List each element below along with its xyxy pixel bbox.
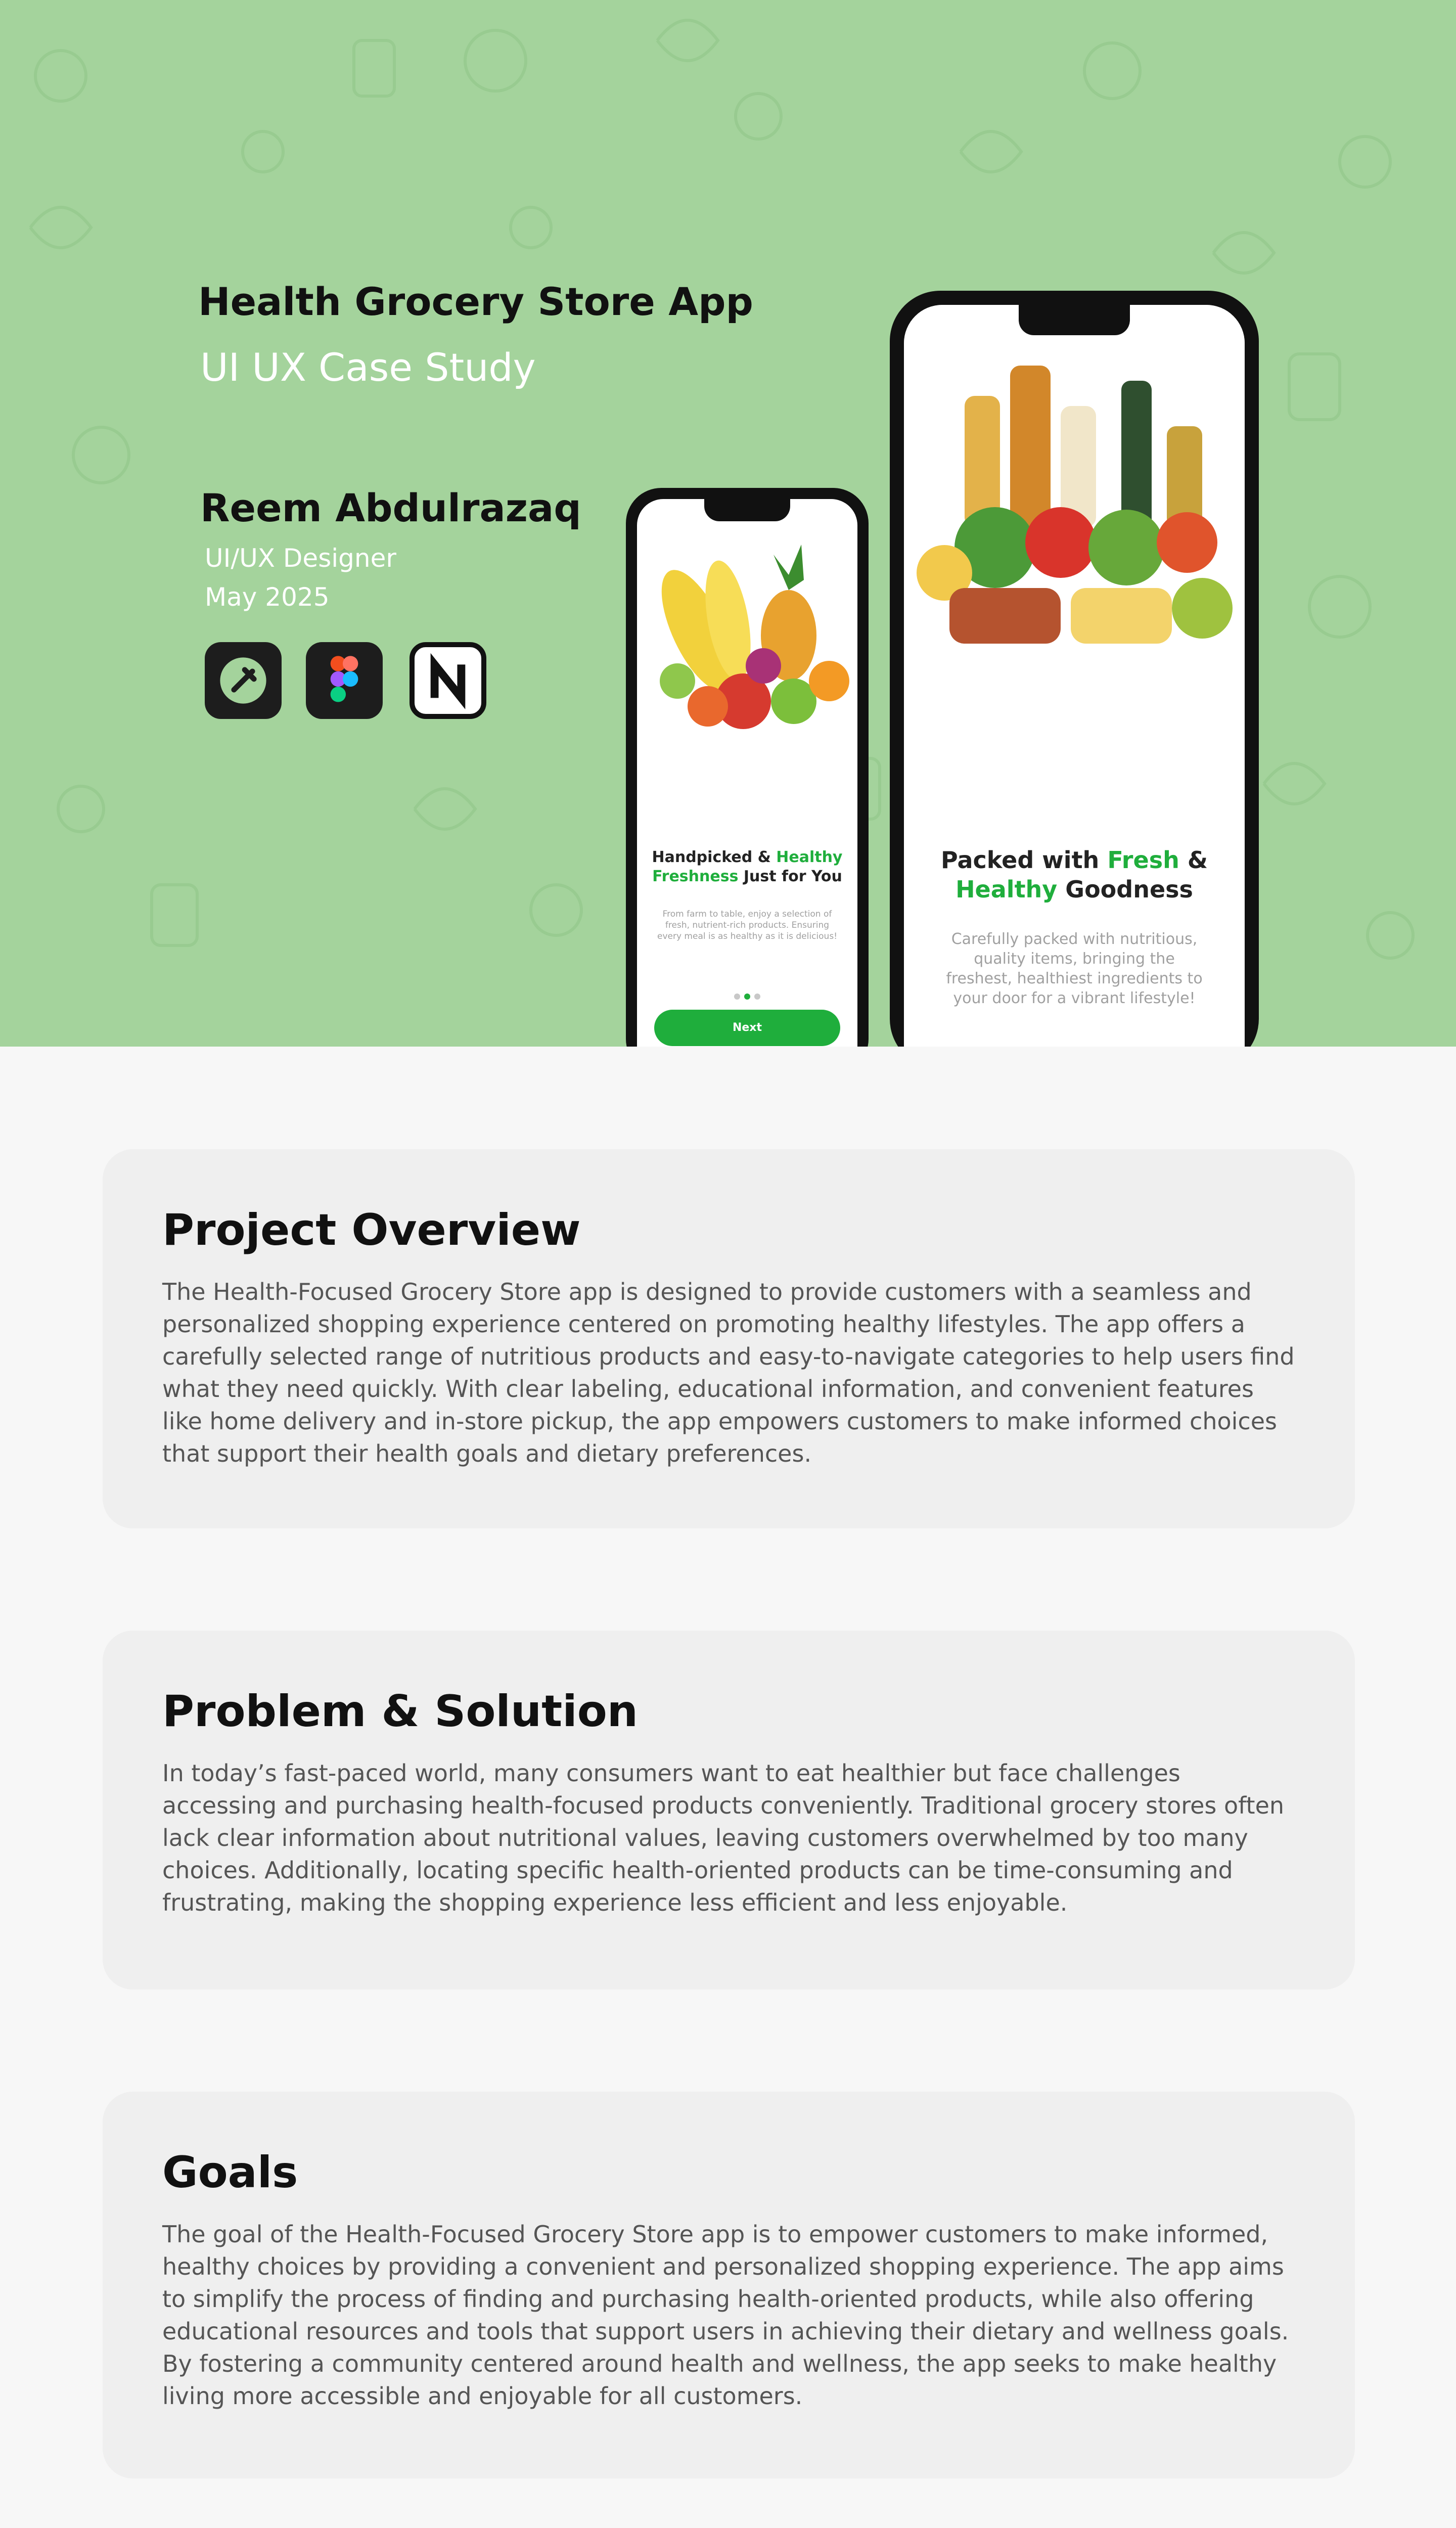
onboarding-title: Packed with Fresh & Healthy Goodness xyxy=(941,846,1208,903)
onboarding-phone-mockup-small xyxy=(626,488,869,1047)
fresh-produce-image xyxy=(637,499,857,762)
phone-notch xyxy=(704,499,790,521)
next-button[interactable]: Next xyxy=(654,1010,840,1046)
case-study-title: Health Grocery Store App xyxy=(198,279,753,324)
onboarding-description: From farm to table, enjoy a selection of fresh, nutrient-rich products. Ensuring every meal is as healthy as it is delicious! xyxy=(657,909,838,942)
section-body: In today’s fast-paced world, many consumers want to eat healthier but face challenges accessing and purchasing health-focused products conveniently. Traditional grocery stores often lack clear information about nutritional values, leaving customers overwhelmed by too many choices. Additionally, locating specific health-oriented products can be time-consuming and frustrating, making the shopping experience less efficient and less enjoyable. xyxy=(162,1759,1285,1916)
project-overview-card xyxy=(103,1149,1355,1528)
pagination-dot-active xyxy=(744,994,750,1000)
author-role: UI/UX Designer xyxy=(205,544,396,573)
onboarding-description: Carefully packed with nutritious, quality items, bringing the freshest, healthiest ingredients to your door for a vibrant lifestyle! xyxy=(946,930,1203,1007)
case-study-date: May 2025 xyxy=(205,582,330,612)
figma-icon xyxy=(306,642,383,719)
goals-card xyxy=(103,2092,1355,2478)
phone-screen xyxy=(904,305,1245,1047)
notion-icon xyxy=(410,642,486,719)
tool-app-icon xyxy=(205,642,282,719)
pagination-dot xyxy=(734,994,740,1000)
hero-banner xyxy=(0,0,1456,1047)
section-title: Goals xyxy=(162,2147,298,2198)
section-title: Project Overview xyxy=(162,1205,581,1255)
section-title: Problem & Solution xyxy=(162,1686,639,1737)
onboarding-title: Handpicked & Healthy Freshness Just for You xyxy=(652,848,843,885)
problem-solution-card xyxy=(103,1631,1355,1990)
author-name: Reem Abdulrazaq xyxy=(200,485,581,530)
section-body: The goal of the Health-Focused Grocery Store app is to empower customers to make informed, healthy choices by providing a convenient and personalized shopping experience. The app aims to simplify the process of finding and purchasing health-oriented products, while also offering educational resources and tools that support users in achieving their dietary and wellness goals. By fostering a community centered around health and wellness, the app seeks to make healthy living more accessible and enjoyable for all customers. xyxy=(162,2221,1289,2410)
onboarding-phone-mockup-large xyxy=(890,291,1259,1047)
healthy-groceries-image xyxy=(904,305,1245,810)
phone-screen xyxy=(637,499,857,1047)
phone-notch xyxy=(1019,305,1130,335)
section-body: The Health-Focused Grocery Store app is designed to provide customers with a seamless and personalized shopping experience centered on promoting healthy lifestyles. The app offers a carefully selected range of nutritious products and easy-to-navigate categories to help users find what they need quickly. With clear labeling, educational information, and convenient features like home delivery and in-store pickup, the app empowers customers to make informed choices that support their health goals and dietary preferences. xyxy=(162,1278,1295,1467)
case-study-subtitle: UI UX Case Study xyxy=(200,345,536,390)
pagination-dot xyxy=(754,994,760,1000)
pagination-dots xyxy=(637,992,857,1002)
